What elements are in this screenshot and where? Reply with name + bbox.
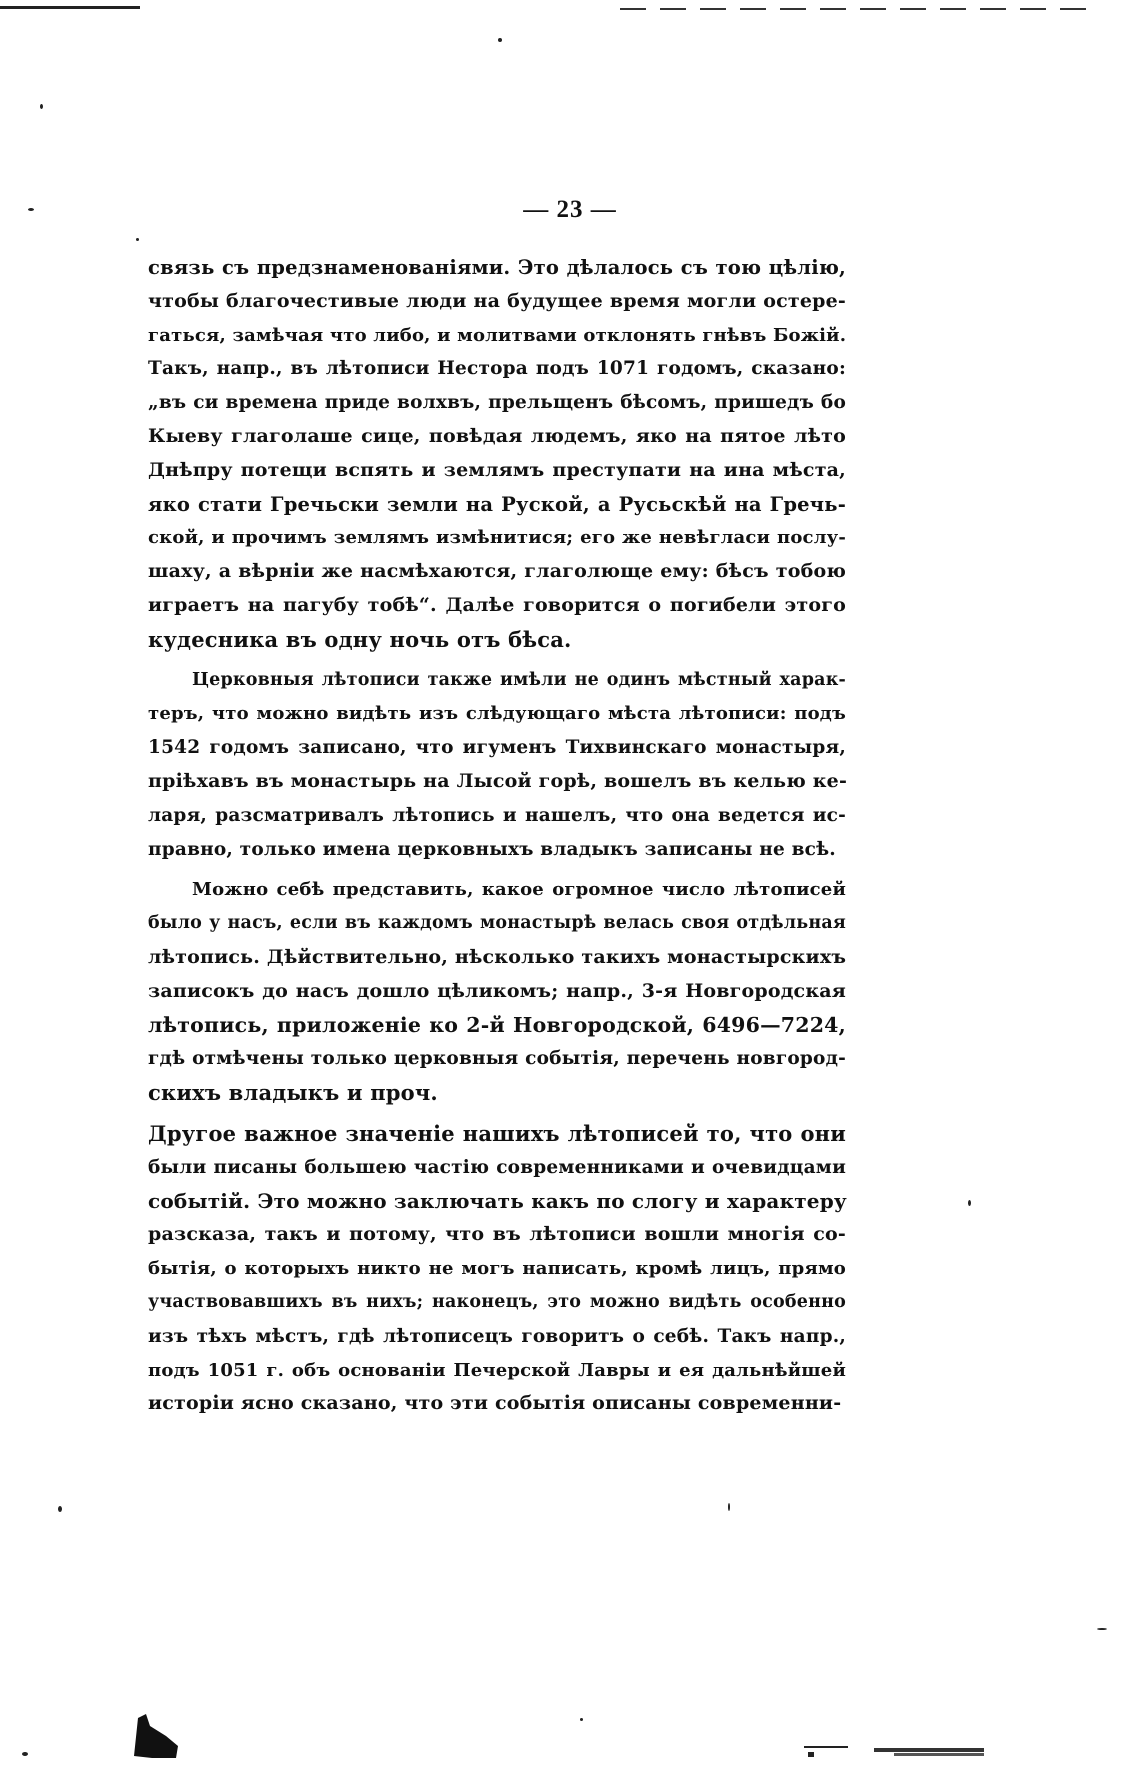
text-line: гдѣ отмѣчены только церковныя событія, перечень новгород- bbox=[148, 1048, 846, 1070]
paragraph bbox=[148, 251, 846, 657]
scan-smudge bbox=[798, 1742, 998, 1758]
page-number: — 23 — bbox=[523, 196, 617, 223]
paragraph bbox=[148, 664, 846, 867]
text-line: Можно себѣ представить, какое огромное число лѣтописей bbox=[192, 879, 846, 901]
text-line: Кыеву глаголаше сице, повѣдая людемъ, яко на пятое лѣто bbox=[148, 424, 846, 447]
text-line: теръ, что можно видѣть изъ слѣдующаго мѣста лѣтописи: подъ bbox=[148, 703, 846, 725]
text-line: исторіи ясно сказано, что эти событія описаны современни- bbox=[148, 1392, 842, 1415]
paragraph-gap bbox=[148, 1110, 846, 1117]
scan-blot bbox=[132, 1712, 182, 1760]
text-line: Такъ, напр., въ лѣтописи Нестора подъ 1071 годомъ, сказано: bbox=[148, 358, 846, 380]
paragraph-gap bbox=[148, 866, 846, 873]
paragraph bbox=[148, 873, 846, 1110]
scan-speck bbox=[1097, 1628, 1107, 1630]
scan-speck bbox=[40, 104, 43, 109]
paragraph bbox=[148, 1117, 846, 1421]
text-line: Церковныя лѣтописи также имѣли не одинъ мѣстный харак- bbox=[192, 669, 846, 690]
scan-speck bbox=[498, 38, 502, 42]
top-rule bbox=[0, 6, 140, 9]
text-line: ларя, разсматривалъ лѣтопись и нашелъ, что она ведется ис- bbox=[148, 804, 846, 826]
text-line: Другое важное значеніе нашихъ лѣтописей то, что они bbox=[148, 1120, 846, 1146]
text-line: событій. Это можно заключать какъ по слогу и характеру bbox=[148, 1188, 847, 1213]
text-line: записокъ до насъ дошло цѣликомъ; напр., 3-я Новгородская bbox=[148, 979, 846, 1002]
text-body bbox=[148, 251, 846, 1421]
text-line: лѣтопись, приложеніе ко 2-й Новгородской, 6496—7224, bbox=[148, 1012, 846, 1037]
text-line: было у насъ, если въ каждомъ монастырѣ велась своя отдѣльная bbox=[148, 913, 846, 934]
text-line: гаться, замѣчая что либо, и молитвами отклонять гнѣвъ Божій. bbox=[148, 324, 847, 346]
text-line: чтобы благочестивые люди на будущее время могли остере- bbox=[148, 289, 846, 312]
text-line: играетъ на пагубу тобѣ“. Далѣе говорится о погибели этого bbox=[148, 593, 846, 616]
text-line: участвовавшихъ въ нихъ; наконецъ, это можно видѣть особенно bbox=[148, 1291, 846, 1312]
text-line: Днѣпру потещи вспять и землямъ преступати на ина мѣста, bbox=[148, 458, 846, 481]
text-line: 1542 годомъ записано, что игуменъ Тихвинскаго монастыря, bbox=[148, 737, 846, 759]
text-line: скихъ владыкъ и проч. bbox=[148, 1080, 438, 1106]
scan-speck bbox=[22, 1752, 28, 1756]
top-dashes bbox=[620, 8, 1100, 10]
text-line: ской, и прочимъ землямъ измѣнитися; его же невѣгласи послу- bbox=[148, 527, 846, 549]
text-line: „въ си времена приде волхвъ, прельщенъ бѣсомъ, пришедъ бо bbox=[148, 392, 846, 414]
scan-speck bbox=[728, 1503, 730, 1511]
text-line: кудесника въ одну ночь отъ бѣса. bbox=[148, 626, 572, 652]
scan-speck bbox=[136, 238, 139, 241]
text-line: изъ тѣхъ мѣстъ, гдѣ лѣтописецъ говоритъ о себѣ. Такъ напр., bbox=[148, 1325, 846, 1347]
text-line: яко стати Гречьски земли на Руской, а Русьскѣй на Гречь- bbox=[148, 492, 846, 516]
paragraph-gap bbox=[148, 657, 846, 664]
text-line: правно, только имена церковныхъ владыкъ записаны не всѣ. bbox=[148, 838, 836, 860]
text-line: шаху, а вѣрніи же насмѣхаются, глаголюще ему: бѣсъ тобою bbox=[148, 560, 846, 583]
text-line: разсказа, такъ и потому, что въ лѣтописи вошли многія со- bbox=[148, 1223, 846, 1246]
text-line: лѣтопись. Дѣйствительно, нѣсколько такихъ монастырскихъ bbox=[148, 945, 847, 968]
text-line: связь съ предзнаменованіями. Это дѣлалось съ тою цѣлію, bbox=[148, 256, 846, 279]
text-line: подъ 1051 г. объ основаніи Печерской Лавры и ея дальнѣйшей bbox=[148, 1359, 846, 1381]
scan-speck bbox=[968, 1200, 971, 1206]
scan-speck bbox=[58, 1506, 62, 1512]
scan-speck bbox=[580, 1718, 583, 1721]
text-line: были писаны большею частію современниками и очевидцами bbox=[148, 1156, 846, 1178]
text-line: бытія, о которыхъ никто не могъ написать, кромѣ лицъ, прямо bbox=[148, 1258, 846, 1280]
scan-speck bbox=[28, 208, 34, 211]
text-line: пріѣхавъ въ монастырь на Лысой горѣ, вошелъ въ келью ке- bbox=[148, 769, 848, 792]
